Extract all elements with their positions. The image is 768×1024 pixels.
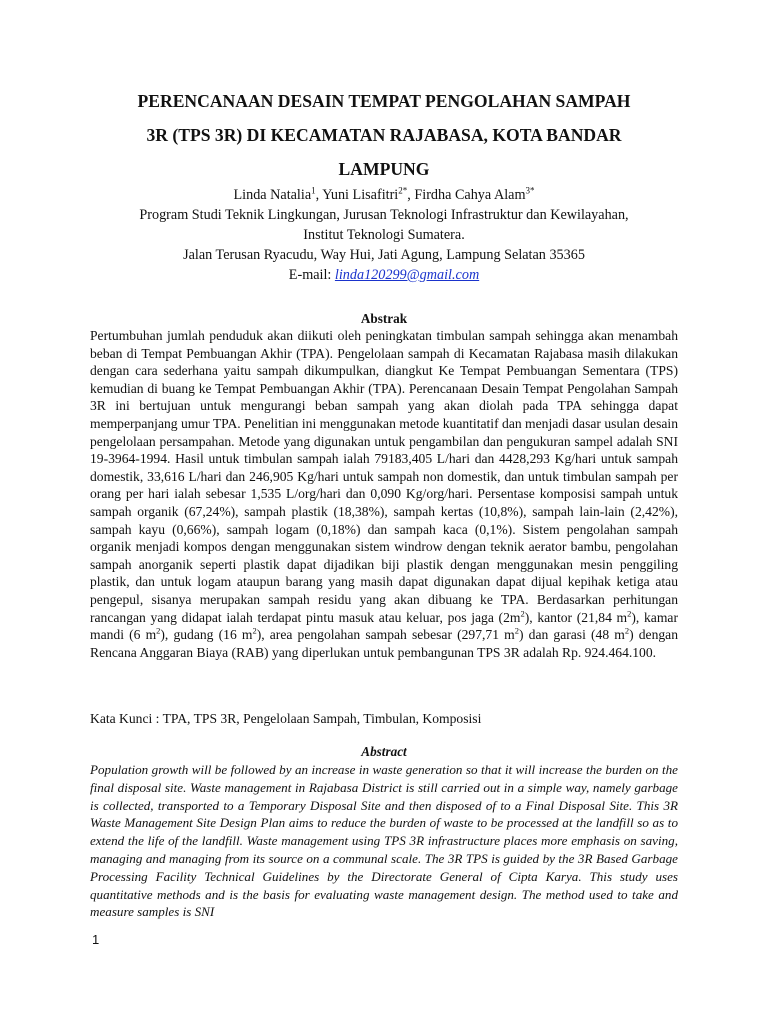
abstrak-text: ) dan garasi (48 m: [518, 627, 625, 643]
paper-title: [90, 84, 678, 186]
affiliation-line: Program Studi Teknik Lingkungan, Jurusan Teknologi Infrastruktur dan Kewilayahan,: [139, 207, 629, 223]
abstract-en-body: Population growth will be followed by an increase in waste generation so that it will increase the burden on the final disposal site. Waste management in Rajabasa District is still carried out in a simple way, namely garbage is collected, transported to a Temporary Disposal Site and then disposed of to a Final Disposal Site. This 3R Waste Management Site Design Plan aims to reduce the burden of waste to be processed at the landfill so as to extend the life of the landfill. Waste management using TPS 3R infrastructure places more emphasis on saving, managing and managing from its source on a communal scale. The 3R TPS is guided by the 3R Based Garbage Processing Facility Technical Guidelines by the Directorate General of Cipta Karya. This study uses quantitative methods and is the basis for evaluating waste management design. The method used to take and measure samples is SNI: [90, 762, 678, 920]
author-block: [90, 185, 678, 285]
superscript: 2: [514, 625, 519, 636]
author-name: Linda Natalia: [233, 187, 312, 203]
abstrak-text: ), gudang (16 m: [160, 627, 253, 643]
author-affiliation-mark: 2*: [398, 185, 408, 196]
title-line: 3R (TPS 3R) DI KECAMATAN RAJABASA, KOTA BANDAR: [146, 125, 622, 145]
email-link[interactable]: linda120299@gmail.com: [334, 267, 480, 283]
superscript: 2: [627, 607, 632, 618]
abstrak-text: ), kamar mandi (6 m: [90, 609, 678, 643]
superscript: 2: [624, 625, 630, 636]
title-line: LAMPUNG: [338, 159, 430, 179]
author-affiliation-mark: 3*: [525, 185, 535, 196]
superscript: 2: [520, 607, 525, 618]
affiliation-address: Jalan Terusan Ryacudu, Way Hui, Jati Agung, Lampung Selatan 35365: [183, 247, 585, 263]
keywords: Kata Kunci : TPA, TPS 3R, Pengelolaan Sampah, Timbulan, Komposisi: [90, 711, 482, 726]
author-separator: ,: [315, 187, 323, 203]
abstrak-text: ) dengan Rencana Anggaran Biaya (RAB) yang diperlukan untuk pembangunan TPS 3R adalah Rp. 924.464.100.: [90, 627, 678, 660]
email-label: E-mail:: [288, 267, 335, 283]
author-name: Firdha Cahya Alam: [414, 187, 526, 203]
abstract-en-heading: Abstract: [361, 744, 407, 759]
author-list: [90, 185, 678, 205]
superscript: 2: [252, 625, 257, 636]
abstrak-body: [90, 327, 678, 661]
author-name: Yuni Lisafitri: [322, 187, 399, 203]
abstrak-text: Pertumbuhan jumlah penduduk akan diikuti oleh peningkatan timbulan sampah sehingga akan menambah beban di Tempat Pembuangan Akhir (TPA). Pengelolaan sampah di Kecamatan Rajabasa masih dilakukan dengan cara sederhana yaitu sampah dikumpulkan, diangkut Ke Tempat Pembuangan Sementara (TPS) kemudian di buang ke Tempat Pembuangan Akhir (TPA). Perencanaan Desain Tempat Pengolahan Sampah 3R ini bertujuan untuk mengurangi beban sampah yang akan diolah pada TPA sehingga dapat memperpanjang umur TPA. Penelitian ini menggunakan metode kuantitatif dan menjadi dasar usulan desain pengelolaan persampahan. Metode yang digunakan untuk pengambilan dan pengukuran sampel adalah SNI 19-3964-1994. Hasil untuk timbulan sampah ialah 79183,405 L/hari dan 4428,293 Kg/hari untuk sampah domestik, 33,616 L/hari dan 246,905 Kg/hari untuk sampah non domestik, dan untuk timbulan sampah per orang per hari ialah sebesar 1,535 L/org/hari dan 0,090 Kg/org/hari. Persentase komposisi sampah untuk sampah organik (67,24%), sampah plastik (18,38%), sampah kertas (10,8%), sampah lain-lain (2,42%), sampah kayu (0,66%), sampah logam (0,18%) dan sampah kaca (0,1%). Sistem pengolahan sampah organik menjadi kompos dengan menggunakan sistem windrow dengan teknik aerator bambu, pengolahan sampah anorganik seperti plastik dapat dijadikan biji plastik dengan menggunakan mesin penggiling plastik, dan untuk logam ataupun barang yang masih dapat digunakan dapat dijual kepihak ketiga atau pengepul, sisanya merupakan sampah residu yang akan dibuang ke TPA. Berdasarkan perhitungan rancangan yang didapat ialah terdapat pintu masuk atau keluar, pos jaga (2m: [90, 328, 678, 625]
title-line: PERENCANAAN DESAIN TEMPAT PENGOLAHAN SAMPAH: [137, 91, 631, 111]
author-separator: ,: [407, 187, 415, 203]
abstrak-text: ), kantor (21,84 m: [524, 609, 628, 625]
superscript: 2: [156, 625, 161, 636]
abstrak-heading: Abstrak: [360, 311, 408, 326]
page-number: 1: [92, 932, 100, 947]
email-line: [90, 265, 678, 285]
affiliation-line: Institut Teknologi Sumatera.: [303, 227, 465, 243]
abstrak-text: ), area pengolahan sampah sebesar (297,71 m: [256, 627, 515, 643]
author-affiliation-mark: 1: [311, 185, 316, 196]
